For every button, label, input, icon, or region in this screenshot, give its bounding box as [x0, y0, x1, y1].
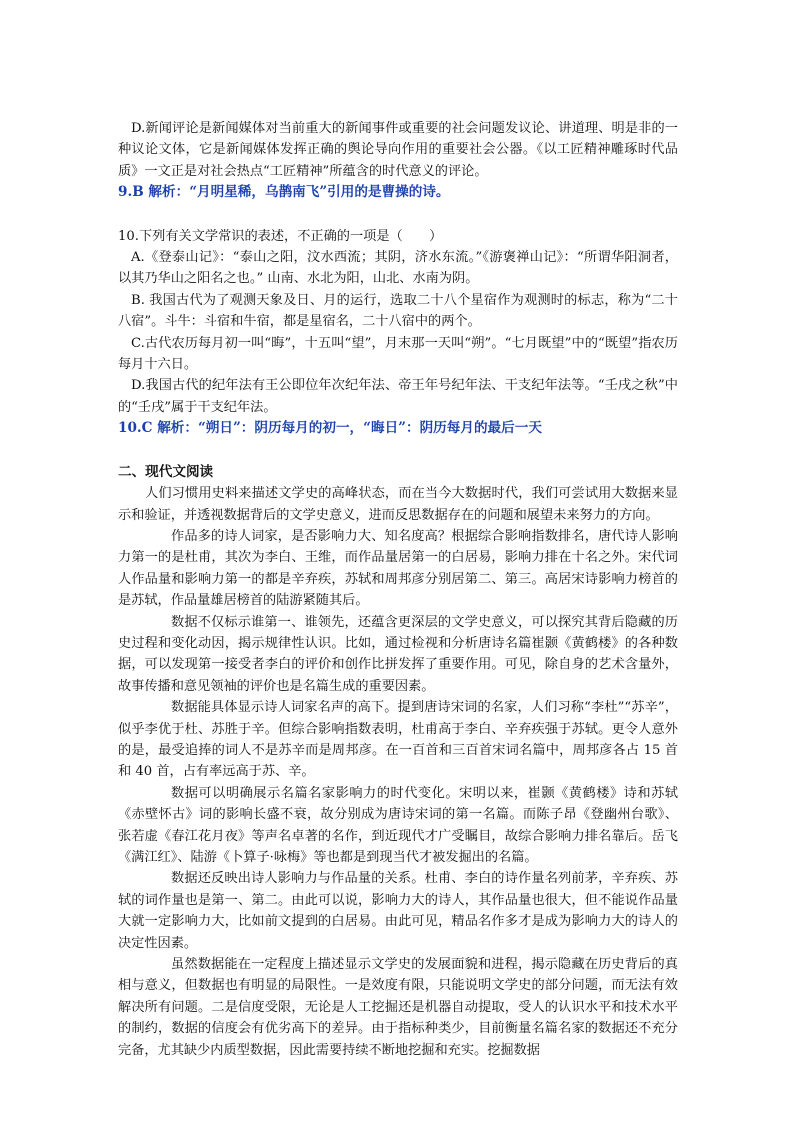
reading-paragraph-1: 人们习惯用史料来描述文学史的高峰状态，而在当今大数据时代，我们可尝试用大数据来显示和验证，并透视数据背后的文学史意义，进而反思数据存在的问题和展望未来努力的方向。 — [118, 486, 678, 523]
reading-paragraph-2: 作品多的诗人词家，是否影响力大、知名度高？根据综合影响指数排名，唐代诗人影响力第一的是杜甫，其次为李白、王维，而作品量居第一的白居易，影响力排在十名之外。宋代词人作品量和影响力第一的都是辛弃疾，苏轼和周邦彦分别居第二、第三。高居宋诗影响力榜首的是苏轼，作品量雄居榜首的陆游紧随其后。 — [118, 528, 678, 609]
document-body — [118, 118, 678, 1061]
answer-10: 10.C 解析：“朔日”：阴历每月的初一，“晦日”：阴历每月的最后一天 — [118, 420, 542, 437]
question-10-option-a: A.《登泰山记》：“泰山之阳，汶水西流；其阴，济水东流。”《游褒禅山记》：“所谓华阳洞者，以其乃华山之阳名之也。” 山南、水北为阳，山北、水南为阴。 — [118, 250, 678, 287]
question-10-option-c: C.古代农历每月初一叫“晦”，十五叫“望”，月末那一天叫“朔”。“七月既望”中的“既望”指农历每月十六日。 — [118, 335, 678, 373]
question-10-stem: 10.下列有关文学常识的表述，不正确的一项是（ ） — [118, 228, 443, 244]
reading-paragraph-7: 虽然数据能在一定程度上描述显示文学史的发展面貌和进程，揭示隐藏在历史背后的真相与意义，但数据也有明显的局限性。一是效度有限，只能说明文学史的部分问题，而无法有效解决所有问题。二是信度受限，无论是人工挖掘还是机器自动提取，受人的认识水平和技术水平的制约，数据的信度会有优劣高下的差异。由于指标种类少，目前衡量名篇名家的数据还不充分完备，尤其缺少内质型数据，因此需要持续不断地挖掘和充实。挖掘数据 — [118, 957, 678, 1058]
question-10-option-d: D.我国古代的纪年法有王公即位年次纪年法、帝王年号纪年法、干支纪年法等。“壬戌之秋”中的“壬戌”属于干支纪年法。 — [118, 378, 678, 415]
question-10-option-b: B. 我国古代为了观测天象及日、月的运行，选取二十八个星宿作为观测时的标志，称为“二十八宿”。斗牛：斗宿和牛宿，都是星宿名，二十八宿中的两个。 — [118, 292, 678, 330]
reading-paragraph-5: 数据可以明确展示名篇名家影响力的时代变化。宋明以来，崔颢《黄鹤楼》诗和苏轼《赤壁怀古》词的影响长盛不衰，故分别成为唐诗宋词的第一名篇。而陈子昂《登幽州台歌》、张若虚《春江花月夜》等声名卓著的名作，到近现代才广受瞩目，故综合影响力排名靠后。岳飞《满江红》、陆游《卜算子·咏梅》等也都是到现当代才被发掘出的名篇。 — [118, 785, 678, 865]
reading-paragraph-4: 数据能具体显示诗人词家名声的高下。提到唐诗宋词的名家，人们习称“李杜”“苏辛”，似乎李优于杜、苏胜于辛。但综合影响指数表明，杜甫高于李白、辛弃疾强于苏轼。更令人意外的是，最受追捧的词人不是苏辛而是周邦彦。在一百首和三百首宋词名篇中，周邦彦各占 15 首和 40 首，占有率远高于苏、辛。 — [118, 700, 678, 780]
reading-paragraph-3: 数据不仅标示谁第一、谁领先，还蕴含更深层的文学史意义，可以探究其背后隐藏的历史过程和变化动因，揭示规律性认识。比如，通过检视和分析唐诗名篇崔颢《黄鹤楼》的各种数据，可以发现第一接受者李白的评价和创作比拼发挥了重要作用。可见，除自身的艺术含量外，故事传播和意见领袖的评价也是名篇生成的重要因素。 — [118, 614, 678, 694]
option-d-news-commentary: D.新闻评论是新闻媒体对当前重大的新闻事件或重要的社会问题发议论、讲道理、明是非的一种议论文体，它是新闻媒体发挥正确的舆论导向作用的重要社会公器。《以工匠精神雕琢时代品质》一文正是对社会热点“工匠精神”所蕴含的时代意义的评论。 — [118, 121, 678, 179]
reading-paragraph-6: 数据还反映出诗人影响力与作品量的关系。杜甫、李白的诗作量名列前茅，辛弃疾、苏轼的词作量也是第一、第二。由此可以说，影响力大的诗人，其作品量也很大，但不能说作品量大就一定影响力大，比如前文提到的白居易。由此可见，精品名作多才是成为影响力大的诗人的决定性因素。 — [118, 871, 678, 951]
section-heading: 二、现代文阅读 — [118, 463, 214, 480]
answer-9: 9.B 解析：“月明星稀，乌鹊南飞”引用的是曹操的诗。 — [118, 184, 450, 201]
